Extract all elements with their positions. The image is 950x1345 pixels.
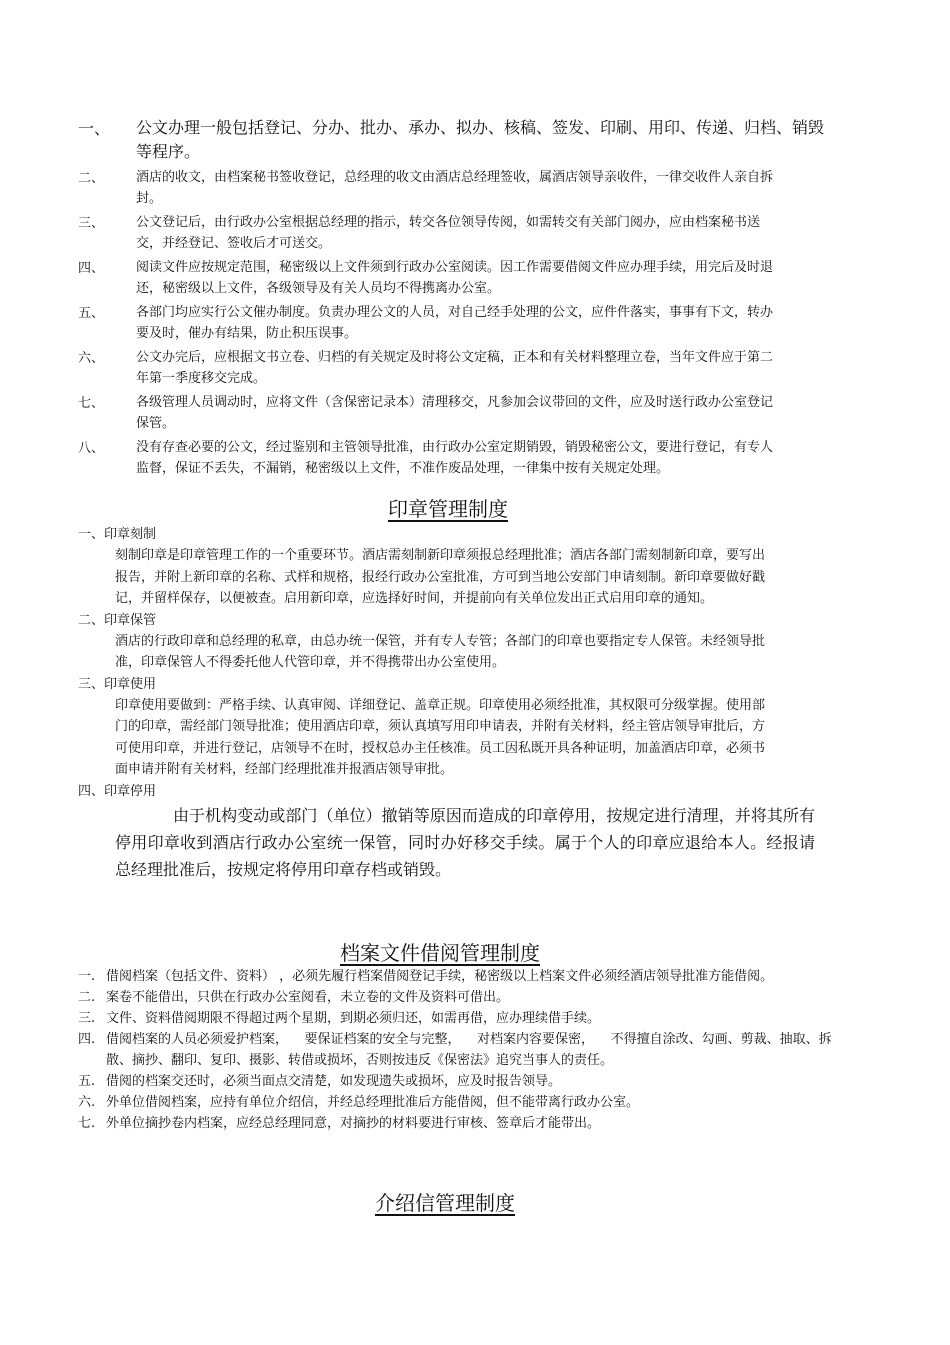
seal-management-title: 印章管理制度: [388, 497, 508, 521]
list-item: [0, 257, 950, 299]
list-item: [0, 116, 950, 164]
item-text: 酒店的收文，由档案秘书签收登记，总经理的收文由酒店总经理签收，属酒店领导亲收件，一律交收件人亲自拆封。: [136, 170, 774, 206]
item-text: 借阅档案（包括文件、资料） ，必须先履行档案借阅登记手续，秘密级以上档案文件必须经酒店领导批准方能借阅。: [106, 969, 774, 984]
seal-engraving-paragraph: 刻制印章是印章管理工作的一个重要环节。酒店需刻制新印章须报总经理批准；酒店各部门需刻制新印章，要写出报告，并附上新印章的名称、式样和规格，报经行政办公室批准，方可到当地公安部门申请刻制。新印章要做好戳记，并留样保存，以便被查。启用新印章，应选择好时间，并提前向有关单位发出正式启用印章的通知。: [115, 548, 766, 606]
item-number: 四.: [78, 1032, 96, 1047]
item-text: 借阅的档案交还时，必须当面点交清楚，如发现遗失或损坏，应及时报告领导。: [106, 1074, 562, 1089]
seal-custody-heading: 二、印章保管: [78, 612, 157, 628]
item-number: 五、: [78, 306, 105, 321]
item-number: 五.: [78, 1074, 96, 1089]
item-text: 外单位摘抄卷内档案，应经总经理同意，对摘抄的材料要进行审核、签章后才能带出。: [106, 1116, 601, 1131]
item-text: 公文登记后，由行政办公室根据总经理的指示，转交各位领导传阅，如需转交有关部门阅办，应由档案秘书送交，并经登记、签收后才可送交。: [136, 215, 761, 251]
item-text: 外单位借阅档案，应持有单位介绍信，并经总经理批准后方能借阅，但不能带离行政办公室。: [106, 1095, 640, 1110]
archive-borrowing-title: 档案文件借阅管理制度: [340, 941, 540, 965]
item-number: 一、: [78, 119, 111, 138]
item-text: 公文办完后，应根据文书立卷、归档的有关规定及时将公文定稿，正本和有关材料整理立卷，当年文件应于第二年第一季度移交完成。: [136, 350, 774, 386]
list-item: [0, 1029, 950, 1071]
item-text: 公文办理一般包括登记、分办、批办、承办、拟办、核稿、签发、印刷、用印、传递、归档、销毁等程序。: [136, 118, 825, 161]
list-item: [0, 212, 950, 254]
official-document-rules-list: [0, 116, 950, 482]
list-item: [0, 167, 950, 209]
archive-borrowing-list: [0, 966, 950, 1134]
item-text: 案卷不能借出，只供在行政办公室阅看，未立卷的文件及资料可借出。: [106, 990, 510, 1005]
item-number: 七.: [78, 1116, 96, 1131]
item-number: 六.: [78, 1095, 96, 1110]
list-item: [0, 347, 950, 389]
list-item: [0, 302, 950, 344]
list-item: [0, 392, 950, 434]
seal-usage-heading: 三、印章使用: [78, 676, 157, 692]
seal-deactivation-heading: 四、印章停用: [78, 783, 157, 799]
item-number: 二、: [78, 171, 105, 186]
item-text: 文件、资料借阅期限不得超过两个星期，到期必须归还，如需再借，应办理续借手续。: [106, 1011, 601, 1026]
list-item: [0, 1113, 950, 1134]
seal-custody-paragraph: 酒店的行政印章和总经理的私章，由总办统一保管，并有专人专管；各部门的印章也要指定专人保管。未经领导批准，印章保管人不得委托他人代管印章，并不得携带出办公室使用。: [115, 633, 766, 670]
item-text: 各级管理人员调动时，应将文件（含保密记录本）清理移交，凡参加会议带回的文件，应及时送行政办公室登记保管。: [136, 395, 774, 431]
item-number: 二.: [78, 990, 96, 1005]
item-number: 八、: [78, 441, 105, 456]
list-item: [0, 966, 950, 987]
item-number: 一.: [78, 969, 96, 984]
item-text: 没有存查必要的公文，经过鉴别和主管领导批准，由行政办公室定期销毁，销毁秘密公文，要进行登记，有专人监督，保证不丢失，不漏销，秘密级以上文件，不准作废品处理，一律集中按有关规定处理。: [136, 440, 774, 476]
item-text: 各部门均应实行公文催办制度。负责办理公文的人员，对自己经手处理的公文，应件件落实，事事有下文，转办要及时，催办有结果，防止积压误事。: [136, 305, 774, 341]
item-number: 四、: [78, 261, 105, 276]
list-item: [0, 1008, 950, 1029]
list-item: [0, 987, 950, 1008]
item-number: 三、: [78, 216, 105, 231]
list-item: [0, 1092, 950, 1113]
introduction-letter-title: 介绍信管理制度: [375, 1191, 515, 1215]
seal-deactivation-paragraph: 由于机构变动或部门（单位）撤销等原因而造成的印章停用，按规定进行清理，并将其所有停用印章收到酒店行政办公室统一保管，同时办好移交手续。属于个人的印章应退给本人。经报请总经理批准后，按规定将停用印章存档或销毁。: [115, 805, 815, 879]
seal-engraving-heading: 一、印章刻制: [78, 527, 157, 542]
item-text: 借阅档案的人员必须爱护档案， 要保证档案的安全与完整， 对档案内容要保密， 不得擅自涂改、勾画、剪裁、抽取、拆散、摘抄、翻印、复印、摄影、转借或损坏，否则按违反《保密法》追究当事人的责任。: [106, 1032, 832, 1068]
item-text: 阅读文件应按规定范围，秘密级以上文件须到行政办公室阅读。因工作需要借阅文件应办理手续，用完后及时退还，秘密级以上文件，各级领导及有关人员均不得携离办公室。: [136, 260, 774, 296]
list-item: [0, 437, 950, 479]
seal-management-section: [0, 524, 950, 883]
item-number: 六、: [78, 351, 105, 366]
item-number: 七、: [78, 396, 105, 411]
list-item: [0, 1071, 950, 1092]
seal-usage-paragraph: 印章使用要做到：严格手续、认真审阅、详细登记、盖章正规。印章使用必须经批准，其权限可分级掌握。使用部门的印章，需经部门领导批准；使用酒店印章，须认真填写用印申请表，并附有关材料，经主管店领导审批后，方可使用印章，并进行登记，店领导不在时，授权总办主任核准。员工因私既开具各种证明，加盖酒店印章，必须书面申请并附有关材料，经部门经理批准并报酒店领导审批。: [115, 697, 766, 777]
item-number: 三.: [78, 1011, 96, 1026]
